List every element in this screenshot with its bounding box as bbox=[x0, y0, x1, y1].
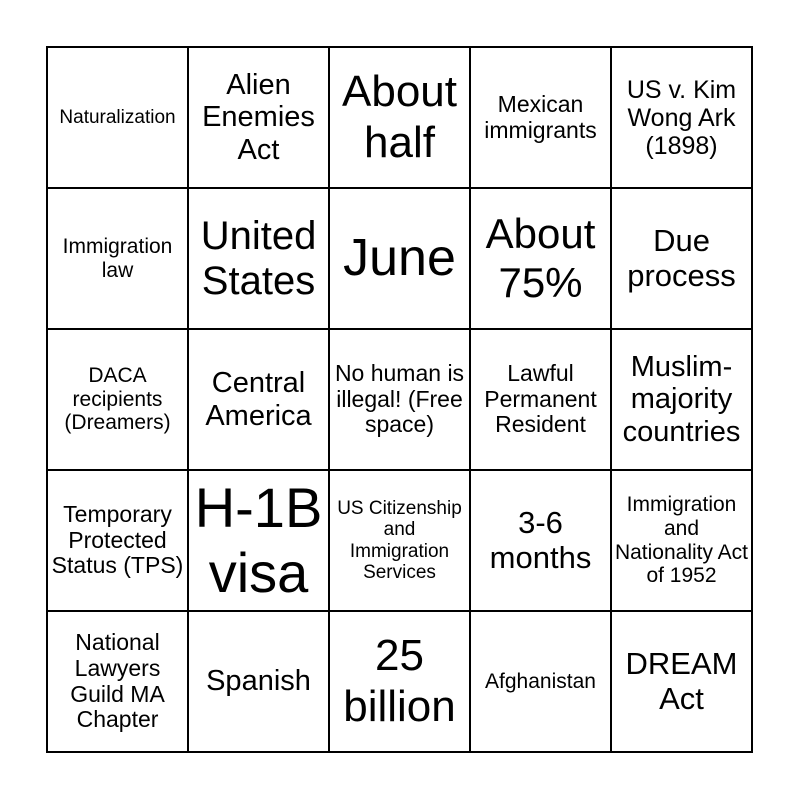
cell-label: Mexican immigrants bbox=[484, 90, 597, 143]
cell-label: Alien Enemies Act bbox=[202, 68, 315, 166]
cell-label: 3-6 months bbox=[489, 504, 592, 575]
cell-label: Naturalization bbox=[59, 106, 176, 128]
bingo-cell[interactable] bbox=[48, 612, 189, 753]
bingo-cell[interactable] bbox=[612, 471, 753, 612]
cell-label: Muslim-majority countries bbox=[622, 350, 741, 448]
cell-label: United States bbox=[200, 213, 317, 303]
cell-label: June bbox=[343, 229, 456, 288]
bingo-cell[interactable] bbox=[189, 189, 330, 330]
bingo-cell[interactable] bbox=[48, 471, 189, 612]
cell-label: H-1B visa bbox=[194, 476, 323, 604]
cell-label: No human is illegal! (Free space) bbox=[334, 359, 465, 438]
bingo-cell[interactable] bbox=[471, 48, 612, 189]
bingo-cell[interactable] bbox=[189, 48, 330, 189]
cell-label: Lawful Permanent Resident bbox=[484, 359, 597, 438]
cell-label: US v. Kim Wong Ark (1898) bbox=[626, 75, 737, 160]
bingo-cell[interactable] bbox=[330, 471, 471, 612]
bingo-cell[interactable] bbox=[330, 612, 471, 753]
bingo-cell[interactable] bbox=[330, 189, 471, 330]
cell-label: Immigration law bbox=[62, 234, 173, 282]
bingo-board bbox=[46, 46, 753, 753]
bingo-cell[interactable] bbox=[189, 330, 330, 471]
cell-label: Spanish bbox=[206, 665, 311, 698]
cell-label: Due process bbox=[627, 222, 736, 293]
bingo-cell[interactable] bbox=[471, 471, 612, 612]
bingo-cell[interactable] bbox=[471, 189, 612, 330]
bingo-cell[interactable] bbox=[471, 330, 612, 471]
bingo-cell[interactable] bbox=[189, 471, 330, 612]
bingo-cell[interactable] bbox=[189, 612, 330, 753]
bingo-cell[interactable] bbox=[330, 48, 471, 189]
bingo-cell[interactable] bbox=[612, 48, 753, 189]
cell-label: 25 billion bbox=[343, 630, 456, 731]
free-space-cell[interactable] bbox=[330, 330, 471, 471]
cell-label: Central America bbox=[205, 367, 312, 432]
bingo-cell[interactable] bbox=[48, 48, 189, 189]
cell-label: About half bbox=[342, 66, 457, 167]
cell-label: About 75% bbox=[485, 210, 596, 306]
cell-label: US Citizenship and Immigration Services bbox=[337, 497, 462, 583]
cell-label: Afghanistan bbox=[485, 669, 596, 693]
cell-label: Temporary Protected Status (TPS) bbox=[51, 500, 184, 579]
bingo-cell[interactable] bbox=[612, 612, 753, 753]
cell-label: DREAM Act bbox=[625, 645, 738, 716]
cell-label: National Lawyers Guild MA Chapter bbox=[70, 629, 165, 733]
bingo-cell[interactable] bbox=[471, 612, 612, 753]
bingo-cell[interactable] bbox=[48, 330, 189, 471]
cell-label: Immigration and Nationality Act of 1952 bbox=[614, 493, 749, 588]
bingo-cell[interactable] bbox=[612, 189, 753, 330]
bingo-cell[interactable] bbox=[612, 330, 753, 471]
cell-label: DACA recipients (Dreamers) bbox=[64, 364, 171, 435]
bingo-cell[interactable] bbox=[48, 189, 189, 330]
